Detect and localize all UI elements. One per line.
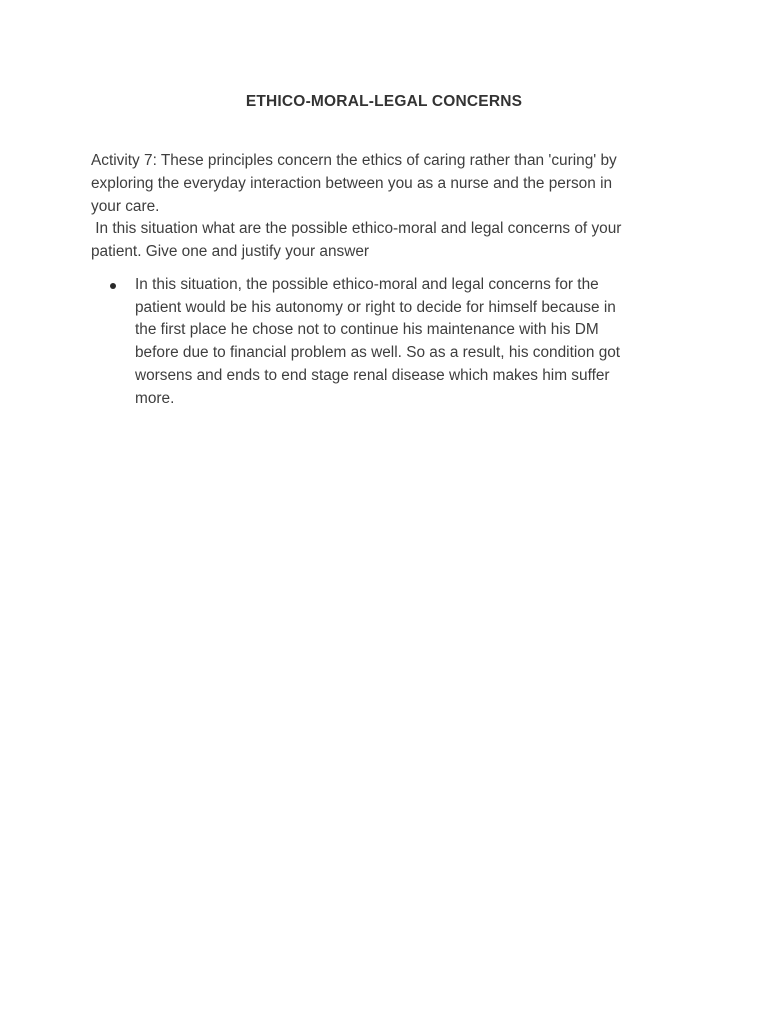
answer-line: worsens and ends to end stage renal disease which makes him suffer <box>135 366 610 384</box>
list-item <box>107 274 687 410</box>
bullet-icon <box>110 283 116 289</box>
prompt-line: patient. Give one and justify your answer <box>91 243 370 261</box>
answer-line: before due to financial problem as well. So as a result, his condition got <box>135 344 621 362</box>
answer-line: more. <box>135 389 175 407</box>
prompt-line: Activity 7: These principles concern the ethics of caring rather than 'curing' by <box>91 152 617 169</box>
answer-list <box>107 274 687 410</box>
answer-line: the first place he chose not to continue his maintenance with his DM <box>135 321 599 339</box>
prompt-line: your care. <box>91 197 160 215</box>
answer-line: patient would be his autonomy or right to decide for himself because in <box>135 298 616 316</box>
prompt-line: exploring the everyday interaction between you as a nurse and the person in <box>91 174 613 192</box>
activity-prompt <box>91 150 691 264</box>
document-title: ETHICO-MORAL-LEGAL CONCERNS <box>245 93 523 110</box>
prompt-line: In this situation what are the possible ethico-moral and legal concerns of your <box>91 220 622 238</box>
answer-line: In this situation, the possible ethico-moral and legal concerns for the <box>135 276 599 293</box>
